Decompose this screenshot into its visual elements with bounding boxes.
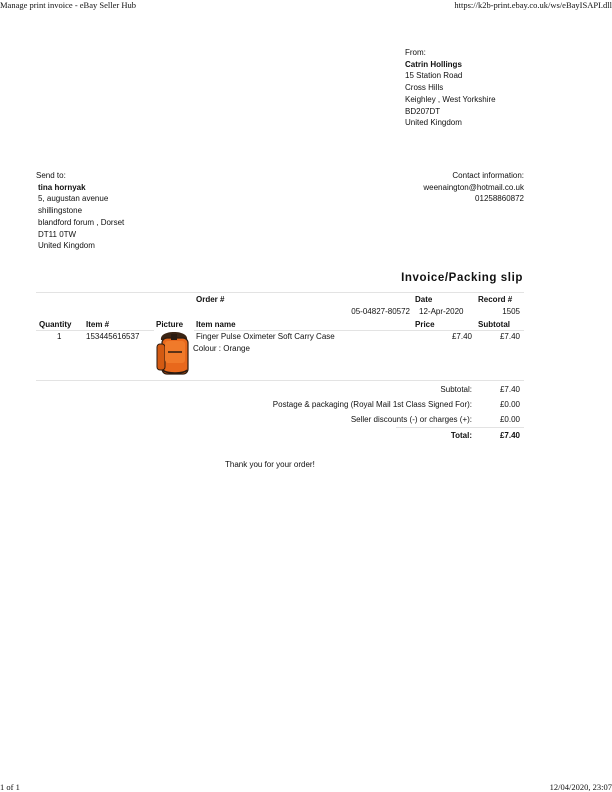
item-name-header: Item name [196,320,236,329]
print-timestamp: 12/04/2020, 23:07 [549,782,612,792]
from-line: Cross Hills [405,83,444,93]
row-subtotal: £7.40 [499,332,520,341]
print-url: https://k2b-print.ebay.co.uk/ws/eBayISAPI.dll [454,0,612,10]
order-number-header: Order # [196,295,225,304]
row-item-name: Finger Pulse Oximeter Soft Carry Case [196,332,335,341]
picture-header: Picture [156,320,184,329]
contact-phone: 01258860872 [475,194,524,204]
subtotal-label: Subtotal: [440,385,472,394]
item-number-header: Item # [86,320,110,329]
record-number: 1505 [502,307,520,316]
divider [396,427,524,428]
subtotal-header: Subtotal [478,320,510,329]
from-line: 15 Station Road [405,71,463,81]
date-header: Date [415,295,433,304]
send-to-line: blandford forum , Dorset [38,217,125,227]
postage-value: £0.00 [499,400,520,409]
total-label: Total: [450,431,472,440]
row-variation: Colour : Orange [193,344,250,353]
from-line: United Kingdom [405,118,462,128]
order-date: 12-Apr-2020 [419,307,464,316]
send-to-block [36,170,124,252]
contact-block [423,170,524,205]
quantity-header: Quantity [39,320,72,329]
divider [36,330,524,331]
send-to-line: shillingstone [38,206,83,216]
print-page-title: Manage print invoice - eBay Seller Hub [0,0,136,10]
row-item-number: 153445616537 [86,332,140,341]
divider [36,380,524,381]
row-quantity: 1 [57,332,62,341]
order-number: 05-04827-80572 [351,307,410,316]
invoice-title: Invoice/Packing slip [401,272,523,284]
divider [36,292,524,293]
postage-label: Postage & packaging (Royal Mail 1st Class Signed For): [272,400,472,409]
record-header: Record # [478,295,513,304]
subtotal-value: £7.40 [499,385,520,394]
from-name: Catrin Hollings [405,59,462,69]
orange-carry-case-photo [154,330,194,380]
contact-label: Contact information: [452,171,524,180]
discounts-value: £0.00 [499,415,520,424]
send-to-line: United Kingdom [38,241,95,251]
total-value: £7.40 [499,431,520,440]
from-label: From: [405,48,426,57]
discounts-label: Seller discounts (-) or charges (+): [350,415,472,424]
from-line: Keighley , West Yorkshire [405,94,496,104]
send-to-line: DT11 0TW [38,229,77,239]
contact-email: weenaington@hotmail.co.uk [423,182,524,192]
send-to-name: tina hornyak [38,182,86,192]
row-price: £7.40 [451,332,472,341]
from-line: BD207DT [405,106,441,116]
send-to-line: 5, augustan avenue [38,194,109,204]
price-header: Price [415,320,435,329]
print-page-number: 1 of 1 [0,782,20,792]
from-block [405,47,496,129]
send-to-label: Send to: [36,171,66,180]
thank-you-message: Thank you for your order! [225,460,315,469]
